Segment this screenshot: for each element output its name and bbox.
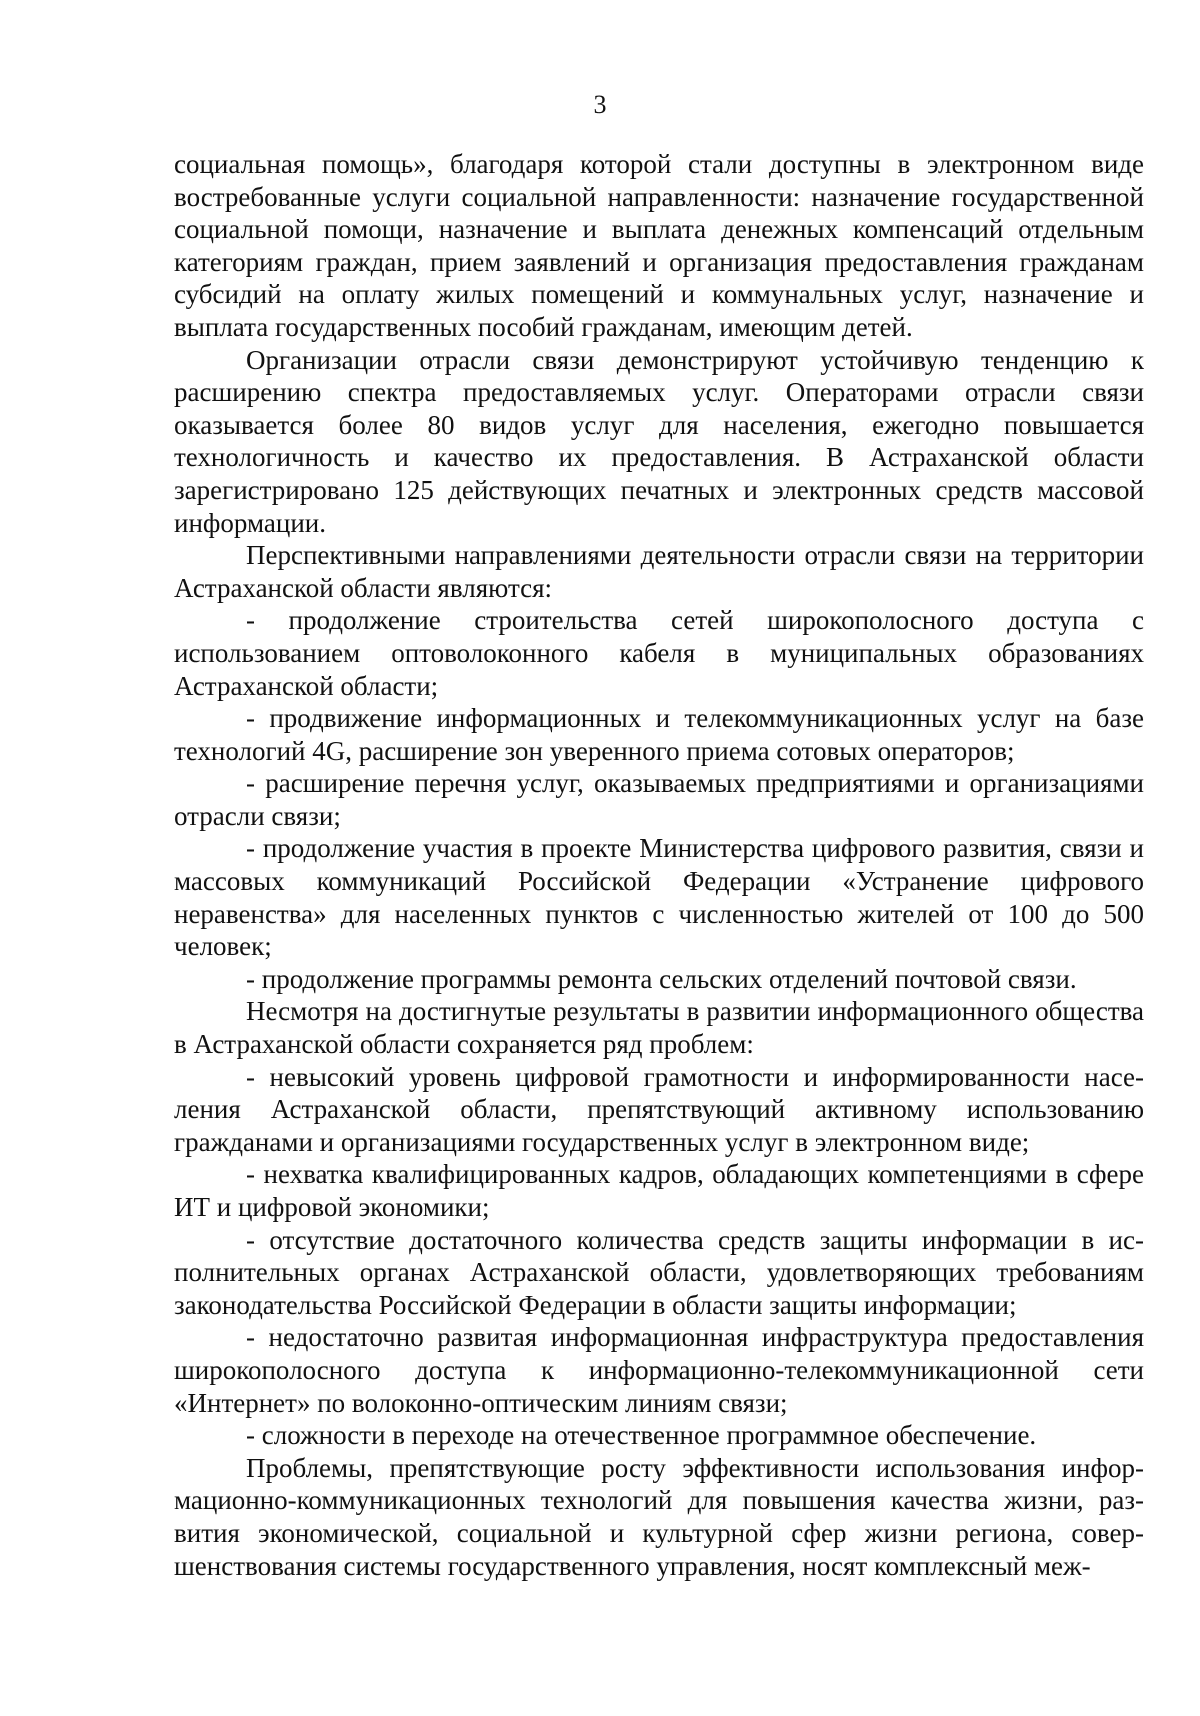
paragraph-3: Перспективными направлениями деятельности отрасли связи на территории Астраханской области являются: — [174, 540, 1144, 603]
list-item-digital-divide: - продолжение участия в проекте Министерства цифрового развития, связи и массовых коммуникаций Российской Федерации «Устранение цифрового неравенства» для населенных пунктов с численностью жителей от 100 до 500 человек; — [174, 833, 1144, 962]
paragraph-conclusion: Проблемы, препятствующие росту эффективности использования информационно-коммуникационных технологий для повышения качества жизни, развития экономической, социальной и культурной сфер жизни региона, совершенствования системы государственного управления, носят комплексный меж- — [174, 1452, 1144, 1581]
document-body — [174, 148, 1144, 1582]
paragraph-problems: Несмотря на достигнутые результаты в развитии информационного общества в Астраханской области сохраняется ряд проблем: — [174, 996, 1144, 1060]
problem-item-security: - отсутствие достаточного количества средств защиты информации в исполнительных органах Астраханской области, удовлетворяющих требованиям законодательства Российской Федерации в области защиты информации; — [174, 1224, 1144, 1320]
paragraph-2: Организации отрасли связи демонстрируют устойчивую тенденцию к расширению спектра предоставляемых услуг. Операторами отрасли связи оказывается более 80 видов услуг для населения, ежегодно повышается технологичность и качество их предоставления. В Астраханской области зарегистрировано 125 действующих печатных и электронных средств массовой информации. — [174, 344, 1144, 538]
list-item-broadband: - продолжение строительства сетей широкополосного доступа с использованием оптоволоконного кабеля в муниципальных образованиях Астраханской области; — [174, 605, 1144, 701]
problem-item-software: - сложности в переходе на отечественное программное обеспечение. — [246, 1420, 1037, 1451]
page-number: 3 — [593, 90, 607, 119]
list-item-post: - продолжение программы ремонта сельских отделений почтовой связи. — [246, 963, 1077, 994]
list-item-4g: - продвижение информационных и телекоммуникационных услуг на базе технологий 4G, расширение зон уверенного приема сотовых операторов; — [174, 703, 1144, 766]
paragraph-1: социальная помощь», благодаря которой стали доступны в электронном виде востребованные услуги социальной направленности: назначение государственной социальной помощи, назначение и выплата денежных компенсаций отдельным категориям граждан, прием заявлений и организация предоставления гражданам субсидий на оплату жилых помещений и коммунальных услуг, назначение и выплата государственных пособий гражданам, имеющим детей. — [174, 149, 1144, 342]
problem-item-personnel: - нехватка квалифицированных кадров, обладающих компетенциями в сфере ИТ и цифровой экономики; — [174, 1159, 1144, 1222]
list-item-services: - расширение перечня услуг, оказываемых предприятиями и организациями отрасли связи; — [174, 768, 1144, 831]
problem-item-infrastructure: - недостаточно развитая информационная инфраструктура предоставления широкополосного доступа к информационно-телекоммуникационной сети «Интернет» по волоконно-оптическим линиям связи; — [174, 1322, 1144, 1418]
problem-item-literacy: - невысокий уровень цифровой грамотности и информированности населения Астраханской области, препятствующий активному использованию гражданами и организациями государственных услуг в электронном виде; — [174, 1061, 1144, 1157]
